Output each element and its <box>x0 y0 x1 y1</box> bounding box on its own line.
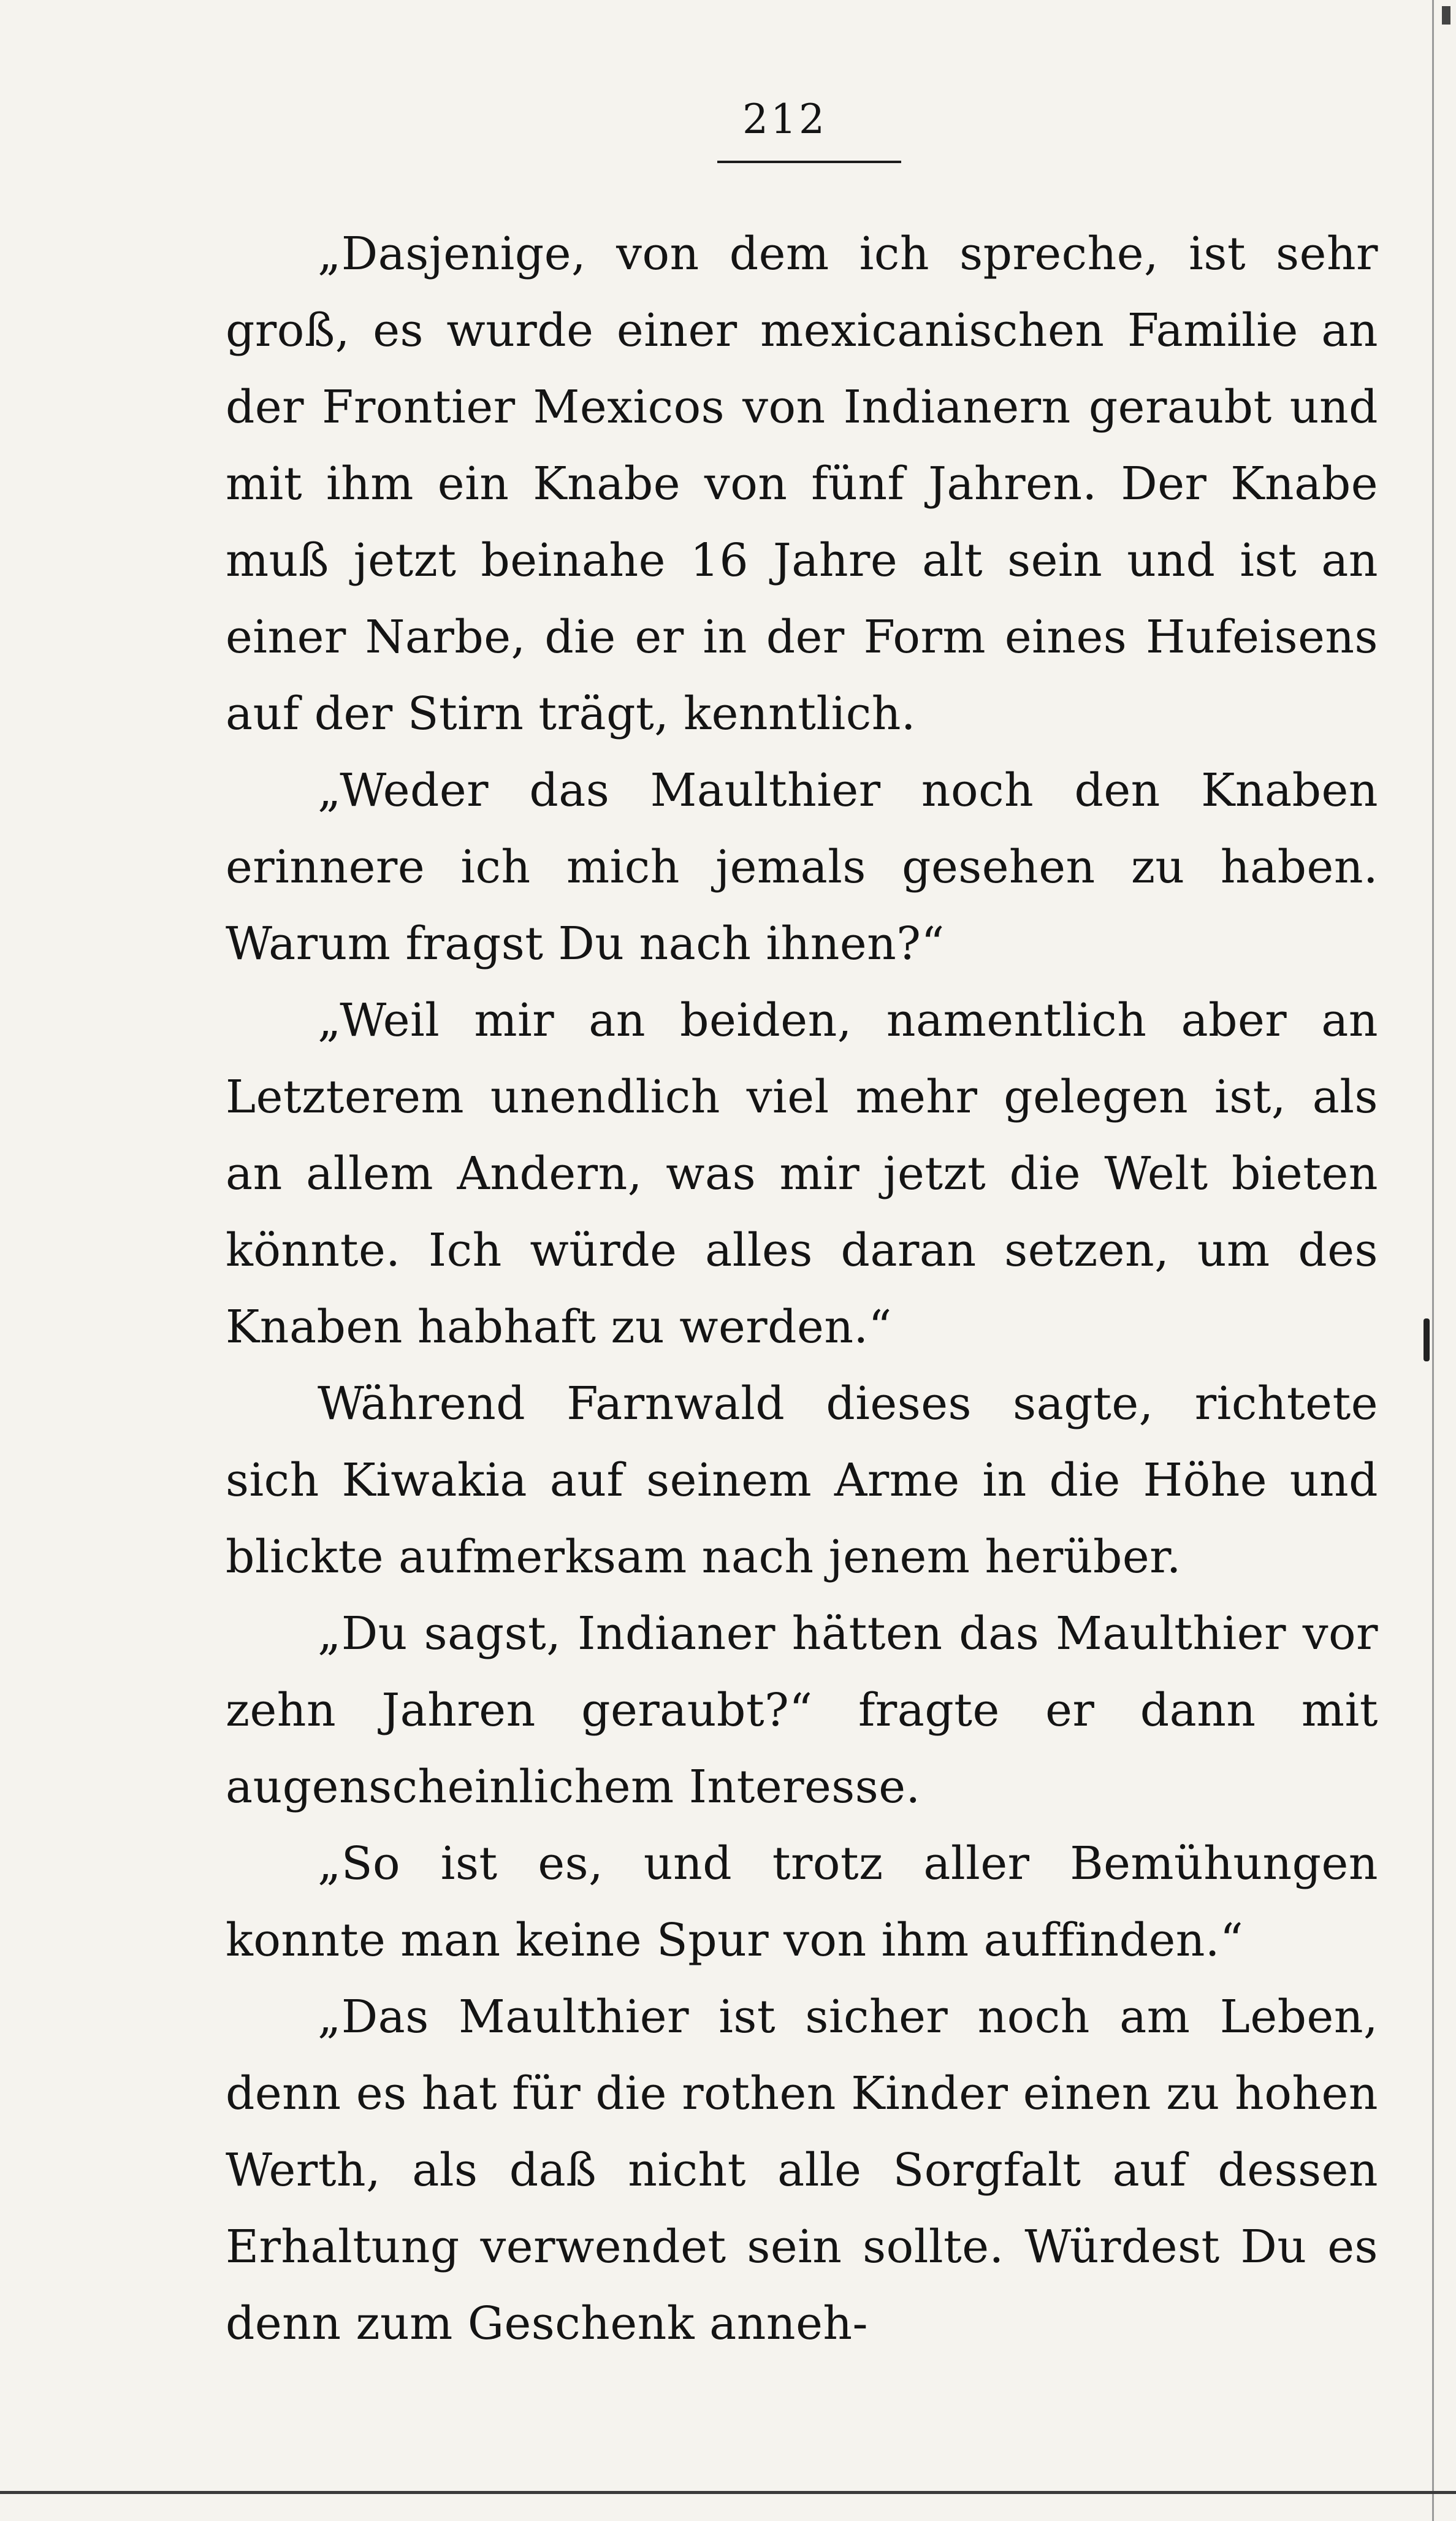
paragraph: „Dasjenige, von dem ich spreche, ist sehr groß, es wurde einer mexicanischen Familie an der Frontier Mexicos von Indianern geraubt und mit ihm ein Knabe von fünf Jahren. Der Knabe muß jetzt beinahe 16 Jahre alt sein und ist an einer Narbe, die er in der Form eines Hufeisens auf der Stirn trägt, kenntlich. <box>226 228 1378 740</box>
paragraph: „Du sagst, Indianer hätten das Maulthier vor zehn Jahren geraubt?“ fragte er dann mit augenscheinlichem Interesse. <box>226 1607 1378 1813</box>
body-text <box>226 216 1378 2362</box>
paragraph: „Weder das Maulthier noch den Knaben erinnere ich mich jemals gesehen zu haben. Warum fragst Du nach ihnen?“ <box>226 764 1378 970</box>
page-number: 212 <box>742 96 827 143</box>
paragraph: Während Farnwald dieses sagte, richtete sich Kiwakia auf seinem Arme in die Höhe und blickte aufmerksam nach jenem herüber. <box>226 1377 1378 1583</box>
paragraph: „Das Maulthier ist sicher noch am Leben, denn es hat für die rothen Kinder einen zu hohen Werth, als daß nicht alle Sorgfalt auf dessen Erhaltung verwendet sein sollte. Würdest Du es denn zum Geschenk anneh- <box>226 1991 1378 2350</box>
paragraph: „Weil mir an beiden, namentlich aber an Letzterem unendlich viel mehr gelegen ist, als an allem Andern, was mir jetzt die Welt bieten könnte. Ich würde alles daran setzen, um des Knaben habhaft zu werden.“ <box>226 994 1378 1353</box>
paragraph: „So ist es, und trotz aller Bemühungen konnte man keine Spur von ihm auffinden.“ <box>226 1837 1378 1967</box>
header-rule <box>717 161 901 163</box>
page-right-edge <box>1432 0 1434 2521</box>
binding-mark <box>1424 1318 1430 1361</box>
page-bottom-edge <box>0 2491 1456 2494</box>
corner-mark <box>1442 6 1450 25</box>
